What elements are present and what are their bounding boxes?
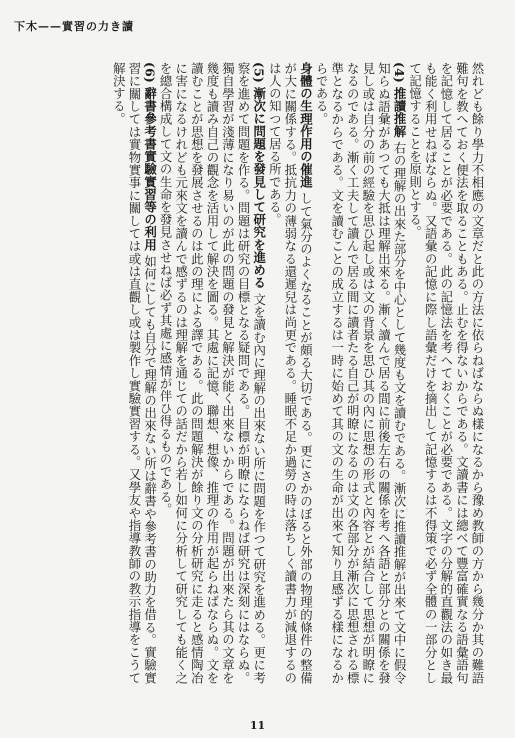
section-number-6: (6) — [142, 62, 158, 83]
running-header: 下木——實習の力き讀 — [14, 20, 134, 33]
paragraph-1-text: 然れども餘り學力不相應の文章だと此の方法に依らねばならぬ樣になるから豫め教師の方から幾分か其の難語難句を教へておく便法を取ることもある。止むを得ないからである。文讀書には總べて豐富確實なる語彙語句を記憶して居ることが必要である。此の記憶法を考へておくことが必要である。文字の分解的直觀法の如き最も能く利用せねばならぬ。又語彙の記憶に際し語彙だけを摘出して記憶するは不得策で必ず全體の一部分として記憶することを原則とする。 — [407, 62, 485, 684]
paragraph-2-text: 右の理解の出來た部分を中心として幾度も文を讀むである。漸次に推讀推解が出來て文中に假令知らぬ語彙があつても大抵は理解出來る。漸く讀んで居る間に前後左右の關係を考へ各語と部分との關係を發見し或は自分の前の經驗を思ひ起し或は文の背景を思ひ其の內に思想の形式と內容とが結合して思想が明瞭になるのである。漸く工夫して讀んで居る間に讀者たる自己が明瞭になるのは文の各部分が漸次に思想される標準となるからである。文を讀むことの成立するは一時に始めて其の文の生命が出來て知り且感ずる樣になるからである。 — [314, 62, 408, 684]
section-heading-5: 漸次に問題を發見して研究を進める — [251, 87, 267, 289]
section-heading-6: 辭書參考書實驗實習等の利用 — [142, 87, 158, 252]
vertical-body-text — [15, 62, 485, 684]
paragraph-2 — [313, 62, 407, 684]
section-heading-4: 推讀推解 — [392, 87, 408, 138]
highlight-phrase: 身體の生理作用の催進 — [298, 62, 314, 189]
paragraph-5-text: 如何にしても自分で理解の出來ない所は辭書や參考書の助力を借る。實驗實習に關しては實物實事に關しては或は直觀し或は製作し實驗實習する。又學友や指導教師の教示指導をこうて解決する。 — [111, 62, 158, 684]
page-number: 11 — [249, 719, 266, 732]
paragraph-3-text: して氣分のよくなることが頗る大切である。更にさかのぼると外部の物理的條件の整備が大に關係する。抵抗力の薄弱なる還遲兒は尚更である。睡眠不足か過勞の時は落ちしく讀書力が減退するのは人の知つて居る所である。 — [267, 62, 314, 684]
section-number-5: (5) — [251, 62, 267, 83]
paragraph-5 — [111, 62, 158, 684]
paragraph-4 — [158, 62, 267, 684]
paragraph-3 — [267, 62, 314, 684]
paragraph-1 — [407, 62, 485, 684]
paragraph-4-text: 文を讀む內に理解の出來ない所に問題を作つて研究を進める。更に考察を進めて問題を作る。問題は研究の目標となる疑問である。目標が明瞭にならねば研究は深刻にはならぬ。獨自學習が淺薄になり易いのが此の問題の發見と解決が能く出來ないからである。問題が出來たら其の文章を幾度も讀み自己の觀念を活用して解決を圖る。其處に記憶、聯想、想像、推理の作用が起らねばならぬ。文を讀むことが思想を發展させるのは此の理による譯である。此の問題解決が餘り文の分析研究に走ると感情陶冶に害になるけれども元來文を讀んで感ずるのは理解を通じての話だから若し如何に分析して研究しても能く之を總合構成して文の生命を發見させねば必ず其處に感情が伴ひ得るものである。 — [158, 62, 267, 684]
section-number-4: (4) — [392, 62, 408, 83]
